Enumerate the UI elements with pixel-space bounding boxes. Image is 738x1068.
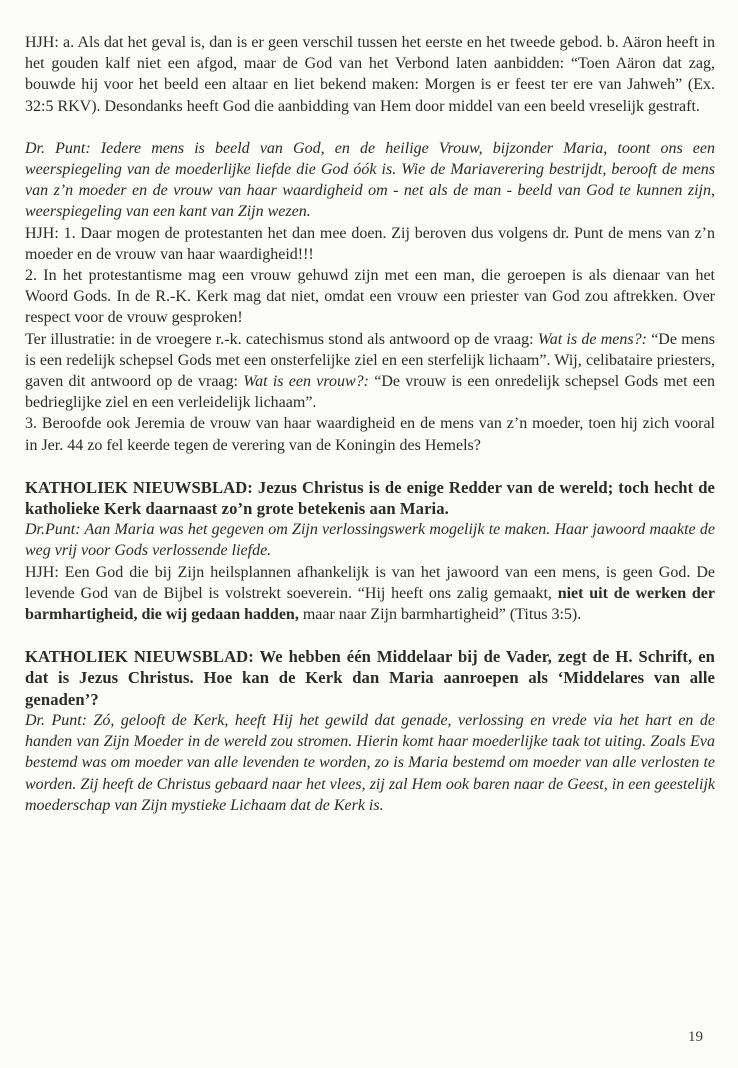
dr-punt-middelares: Dr. Punt: Zó, gelooft de Kerk, heeft Hij het gewild dat genade, verlossing en vrede via het hart en de handen van Zijn Moeder in de wereld zou stromen. Hierin komt haar moederlijke taak tot uiting. Zoals Eva bestemd was om moeder van alle levenden te worden, zo is Maria bestemd om moeder van alle verlosten te worden. Zij heeft de Christus gebaard naar het vlees, zij zal Hem ook baren naar de Geest, in een geestelijk moederschap van Zijn mystieke Lichaam dat de Kerk is. [25, 711, 715, 814]
spacer [25, 625, 715, 646]
spacer [25, 117, 715, 138]
hjh-point-2: 2. In het protestantisme mag een vrouw gehuwd zijn met een man, die geroepen is als dienaar van het Woord Gods. In de R.-K. Kerk mag dat niet, omdat een vrouw een priester van God zou aftrekken. Over respect voor de vrouw gesproken! [25, 267, 715, 327]
hjh-soeverein-text: HJH: Een God die bij Zijn heilsplannen afhankelijk is van het jawoord van een mens, is geen God. De levende God van de Bijbel is volstrekt soeverein. “Hij heeft ons zalig gemaakt, [25, 563, 715, 602]
page-number: 19 [688, 1029, 703, 1045]
kn-question-middelaar: KATHOLIEK NIEUWSBLAD: We hebben één Middelaar bij de Vader, zegt de H. Schrift, en dat is Jezus Christus. Hoe kan de Kerk dan Maria aanroepen als ‘Middelares van alle genaden’? [25, 647, 715, 709]
hjh-soeverein-end: maar naar Zijn barmhartigheid” (Titus 3:5). [298, 606, 582, 624]
hjh-illustration [25, 329, 715, 414]
hjh-point-3: 3. Beroofde ook Jeremia de vrouw van haar waardigheid en de mens van z’n moeder, toen hij zich vooral in Jer. 44 zo fel keerde tegen de verering van de Koningin des Hemels? [25, 415, 715, 454]
titus-quote-bold: niet uit de werken der barmhartigheid, die wij gedaan hadden, [25, 584, 716, 624]
dr-punt-jawoord: Dr.Punt: Aan Maria was het gegeven om Zijn verlossingswerk mogelijk te maken. Haar jawoord maakte de weg vrij voor Gods verlossende liefde. [25, 521, 715, 560]
illustration-intro: Ter illustratie: in de vroegere r.-k. catechismus stond als antwoord op de vraag: [25, 330, 538, 348]
kn-question-redder: KATHOLIEK NIEUWSBLAD: Jezus Christus is de enige Redder van de wereld; toch hecht de katholieke Kerk daarnaast zo’n grote betekenis aan Maria. [25, 477, 715, 519]
page-body [25, 32, 715, 816]
hjh-paragraph-gebod: HJH: a. Als dat het geval is, dan is er geen verschil tussen het eerste en het tweede gebod. b. Aäron heeft in het gouden kalf niet een afgod, maar de God van het Verbond laten aanbidden: “Toen Aäron dat zag, bouwde hij voor het beeld een altaar en liet bekend maken: Morgen is er feest ter ere van Jahweh” (Ex. 32:5 RKV). Desondanks heeft God die aanbidding van Hem door middel van een beeld vreselijk gestraft. [25, 34, 715, 115]
dr-punt-beeld-van-god: Dr. Punt: Iedere mens is beeld van God, en de heilige Vrouw, bijzonder Maria, toont ons een weerspiegeling van de moederlijke liefde die God óók is. Wie de Mariaverering bestrijdt, berooft de mens van z’n moeder en de vrouw van haar waardigheid om - net als de man - beeld van God te kunnen zijn, weerspiegeling van een kant van Zijn wezen. [25, 139, 715, 221]
spacer [25, 456, 715, 477]
hjh-soeverein [25, 562, 715, 626]
illustration-end: “De vrouw is een onredelijk schepsel Gods met een bedrieglijke ziel en een verleidelijk lichaam”. [25, 373, 715, 412]
illustration-middle: “De mens is een redelijk schepsel Gods met een onsterfelijke ziel en een sterfelijk lichaam”. Wij, celibataire priesters, gaven dit antwoord op de vraag: [25, 330, 715, 391]
question-wat-is-de-mens: Wat is de mens?: [537, 330, 647, 348]
hjh-point-1: HJH: 1. Daar mogen de protestanten het dan mee doen. Zij beroven dus volgens dr. Punt de mens van z’n moeder en de vrouw van haar waardigheid!!! [25, 224, 715, 263]
question-wat-is-een-vrouw: Wat is een vrouw?: [243, 373, 369, 391]
